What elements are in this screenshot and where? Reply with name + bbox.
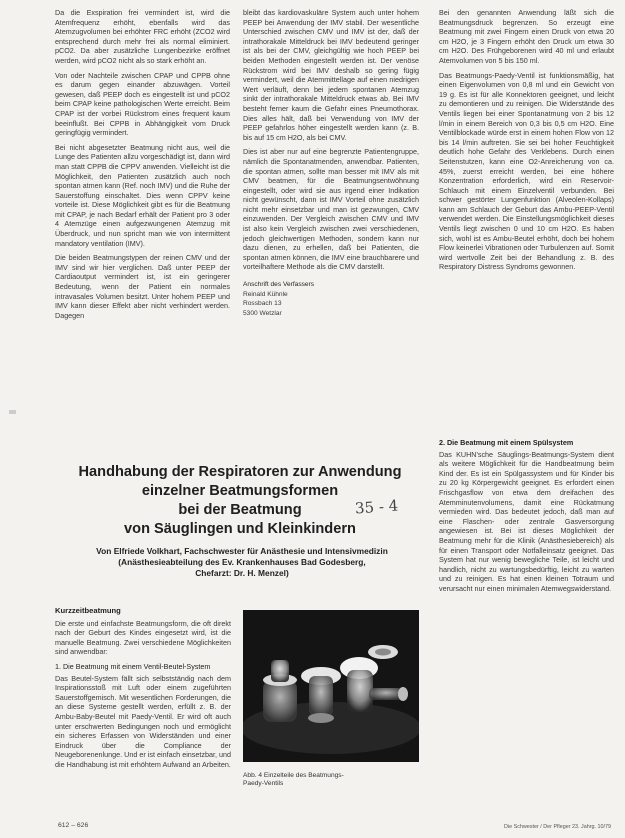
text-column-2 (243, 8, 419, 428)
title-line: Handhabung der Respiratoren zur Anwendung (78, 464, 402, 480)
subsection-heading: 2. Die Beatmung mit einem Spülsystem (439, 438, 574, 447)
paragraph: Die beiden Beatmungstypen der reinen CMV und der IMV sind wir hier verglichen. Daß unter PEEP der Cardiaoutput vermindert ist, ist ein geringerer Bedeutung, wenn der Patient ein normales intravasales Volumen besitzt. Unter hohem PEEP und IMV kann dieser Effekt aber nicht verhindert werden. Dagegen (55, 253, 230, 320)
author-line: (Anästhesieabteilung des Ev. Krankenhauses Bad Godesberg, (118, 557, 366, 567)
author-line: Chefarzt: Dr. H. Menzel) (195, 568, 289, 578)
paragraph: Von oder Nachteile zwischen CPAP und CPPB ohne es darum gegen einander abzuwägen. Vorteil gewesen, daß PEEP doch es eingestellt ist und pCO2 beim CPAP keine pathologischen Werte erreicht. Beim CPAP ist der vorbei Rückstrom eines frequent kaum beeinflußt. Bei CPPB in Abhängigkeit vom Druck geringfügig vermindert. (55, 70, 230, 138)
title-line: bei der Beatmung (178, 502, 302, 518)
author-line: Von Elfriede Volkhart, Fachschwester für Anästhesie und Intensivmedizin (96, 546, 388, 556)
paragraph: Da die Exspiration frei vermindert ist, wird die Atemfrequenz erhöht, ebenfalls wird das Atemzugvolumen bei erhöhter FRC erhöht (ZCO2 wird entsprechend durch mehr frei als normal eliminiert. pCO2. Da aber zusätzliche Lungenbezirke eröffnet werden, wird pCO2 nicht als so stark erhöht an. (55, 8, 230, 65)
address-name: Reinald Kühnle (243, 290, 288, 298)
scan-mark (9, 410, 16, 414)
text-column-5 (55, 606, 231, 806)
paragraph: Bei den genannten Anwendung läßt sich die Beatmungsdruck begrenzen. So erzeugt eine Beatmung mit zwei Fingern einen Druck von etwa 20 cm H2O, je 3 Fingern erhöht den Druck um etwa 30 cm H2O. Des Frühgeborenen wird 40 ml und erlaubt Atemvolumen von 5 bis 150 ml. (439, 8, 614, 65)
paragraph: Dies ist aber nur auf eine begrenzte Patientengruppe, nämlich die Spontanatmenden, anwendbar. Patienten, die spontan atmen, sollte man besser mit IMV als mit CMV beatmen, für die Beatmungsentwöhnung eingestellt, oder wird sie aus irgend einer Indikation nicht gewünscht, dann ist IMV Vorteil ohne zusätzlich nicht mehr einsetzbar und man ist gezwungen, CMV einzuwenden. Der Vergleich zwischen CMV und IMV ist also kein Vergleich zwischen zwei verschiedenen, jedoch gleichwertigen Methoden, sondern kann nur dazu dienen, zu erhellen, daß bei Patienten, die spontan atmen können, die IMV eine brauchbarere und vorteilhaftere Methode als die CMV darstellt. (243, 147, 419, 272)
address-city: 5300 Wetzlar (243, 309, 282, 317)
page-number: 612 – 626 (58, 822, 89, 829)
paragraph: Bei nicht abgesetzter Beatmung nicht aus, weil die Lunge des Patienten allzu vorgeschädigt ist, dann wird man statt CPPB die CPPV anwenden. Vielleicht ist die Möglichkeit, den Patienten zusätzlich auch noch spontan atmen kann (Ref. noch IMV) und die Ruhe der Sauerstoffung einschaltet. Dies wenn CPPV keine vorteile ist. Diese Möglichkeit gibt es für die Beatmung mit CPAP, je nach Bedarf erhält der Patient pro 3 oder 4 Atemzüge einen aufgezwungenen Atemzug mit Überdruck, und nun spricht man wie von intermittent mandatory ventilation (IMV). (55, 142, 230, 248)
paragraph: bleibt das kardiovaskuläre System auch unter hohem PEEP bei Anwendung der IMV stabil. Der wesentliche Unterschied zwischen CMV und IMV ist der, daß der intrathorakale Mitteldruck bei IMV bedeutend geringer ist als bei der CMV, gleichgültig wie hoch PEEP bei beiden Methoden eingestellt werden ist. Der venöse Rückstrom wird bei IMV deshalb so gering fügig vermindert, weil die Atemmittellage auf einen niedrigen Wert verläuft, denn bei jedem spontanen Atemzug sinkt der intrathorakale Mitteldruck etwas ab. Bei IMV besteht ferner kaum die Gefahr eines Pneumothorax. Dies alles hält, daß bei Verwendung von IMV der PEEP gefahrlos höher eingestellt werden kann (z. B. bis auf 15 cm H2O, als bei CMV. (243, 8, 419, 142)
address-street: Rossbach 13 (243, 300, 282, 308)
title-line: von Säuglingen und Kleinkindern (124, 521, 356, 537)
address-heading: Anschrift des Verfassers (243, 281, 315, 289)
paragraph: Das Beutel-System fällt sich selbstständig nach dem Inspirationsstoß mit Luft oder einem zugeführten Sauerstoffgemisch. Mit wesentlichen Forderungen, die an diese Systeme gestellt werden, erfüllt z. B. der Ambu-Baby-Beutel mit Paedy-Ventil. Er wird oft auch unter erschwerten Bedingungen noch und ermöglicht ein sicheres Erfassen von Widerständen und einer Eindruck über die Compliance der Neugeborenenlunge. Und er ist einfach einsetzbar, und die Handhabung ist mit erhöhtem Aufwand an Arbeiten. (55, 673, 231, 769)
text-column-3 (439, 8, 614, 428)
paragraph: Die erste und einfachste Beatmungsform, die oft direkt nach der Geburt des Kindes eingesetzt wird, ist die manuelle Beatmung. Zwei verschiedene Möglichkeiten sind anwendbar: (55, 618, 231, 657)
title-line: einzelner Beatmungsformen (141, 483, 339, 499)
figure-caption: Abb. 4 Einzelteile des Beatmungs-Paedy-Ventils (243, 772, 344, 788)
paragraph: Das Beatmungs-Paedy-Ventil ist funktionsmäßig, hat einen Eigenvolumen von 0,8 ml und ein Gewicht von 19 g. Es ist für alle Konnektoren geeignet, und leicht zu demontieren und zu reinigen. Die Widerstände des Ventils liegen bei einer Spontanatmung von 2 bis 12 l/min in einem Bereich von 0,3 bis 0,5 cm H2O. Eine Ventilblockade würde erst in einem hohen Flow von 12 bis 14 l/min auftreten. Sie sei bei hoher Feuchtigkeit deutlich hohe Gefahr des Verklebens. Durch einen Seitenstutzen, kann eine O2-Anreicherung von ca. 45%, zuerst erreicht werden, bei eine höhere Konzentration erforderlich, wird ein Reservoir-Schlauch mit einem Einzelventil verbunden. Bei schwer gestörter Lungenfunktion (Alveolen-Kollaps) kann am Schlauch der Geburt das Ambu-PEEP-Ventil verwendet werden. Die Einstellungsmöglichkeit dieses Ventils liegt zwischen 0 und 10 cm H2O. Es haben sich, wohl ist es Ambu-Beutel erhöht, doch bei hohem Flow keinerlei Vibrationen oder Turbulenzen auf. Somit wird wertvolle Zeit bei der Behandlung z. B. des Respiratory Distress Syndroms gewonnen. (439, 70, 614, 272)
list-item: 1. Die Beatmung mit einem Ventil-Beutel-System (55, 661, 211, 671)
journal-footer: Die Schwester / Der Pfleger 23. Jahrg. 10/79 (504, 824, 611, 830)
handwritten-note: 35 - 4 (354, 496, 399, 518)
valve-disc (368, 645, 398, 659)
paragraph: Das KUHN'sche Säuglings-Beatmungs-System dient als weitere Möglichkeit für die Handbeatmung beim Kind der. Es ist ein Spülgassystem und für Kinder bis zu 20 kg Körpergewicht geeignet. Es erfordert einen Frischgasflow von etwa dem dreifachen des Atemminutenvolumens, damit eine Rückatmung vermieden wird. Das bedeutet jedoch, daß man auf eine Flaschen- oder zentrale Gasversorgung angewiesen ist. Bei ist dieses Möglichkeit der Beatmung mehr für die Klinik (Anästhesiebereich) als für einen Transport oder Notfalleinsatz geeignet. Das System hat nur wenig bewegliche Teile, ist leicht und handlich, nicht zu wartungsbedürftig, leicht zu warten und zu reinigen. Es hat einen kleinen Totraum und verursacht nur einen minimalen Atemwegswiderstand. (439, 449, 614, 593)
section-heading: Kurzzeitbeatmung (55, 606, 121, 615)
text-column-1 (55, 8, 230, 428)
valve-parts-image (243, 610, 419, 762)
author-block (60, 546, 424, 579)
text-column-4 (439, 436, 614, 808)
valve-photo (243, 610, 419, 762)
